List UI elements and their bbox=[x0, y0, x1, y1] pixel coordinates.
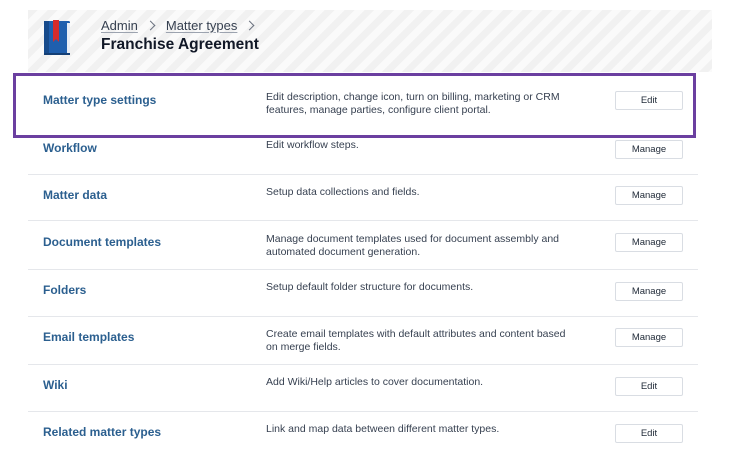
list-item bbox=[28, 270, 698, 317]
list-item bbox=[28, 74, 698, 134]
edit-button[interactable]: Edit bbox=[615, 377, 683, 396]
list-item bbox=[28, 412, 698, 458]
manage-button[interactable]: Manage bbox=[615, 140, 683, 159]
list-item bbox=[28, 317, 698, 365]
row-description: Edit workflow steps. bbox=[266, 139, 359, 151]
book-icon bbox=[42, 19, 74, 57]
row-title-link[interactable]: Email templates bbox=[43, 330, 135, 344]
breadcrumb-link-admin[interactable]: Admin bbox=[101, 18, 138, 33]
row-title-link[interactable]: Folders bbox=[43, 283, 87, 297]
edit-button[interactable]: Edit bbox=[615, 424, 683, 443]
manage-button[interactable]: Manage bbox=[615, 233, 683, 252]
row-description: Setup default folder structure for documents. bbox=[266, 281, 474, 293]
manage-button[interactable]: Manage bbox=[615, 328, 683, 347]
row-title-link[interactable]: Related matter types bbox=[43, 425, 162, 439]
breadcrumb-link-matter-types[interactable]: Matter types bbox=[165, 18, 238, 33]
row-description: Add Wiki/Help articles to cover documentation. bbox=[266, 376, 484, 388]
row-title-link[interactable]: Matter type settings bbox=[43, 93, 157, 107]
chevron-right-icon bbox=[245, 21, 255, 31]
chevron-right-icon bbox=[145, 21, 155, 31]
list-item bbox=[28, 365, 698, 412]
edit-button[interactable]: Edit bbox=[615, 91, 683, 110]
row-title-link[interactable]: Matter data bbox=[43, 188, 108, 202]
page-title: Franchise Agreement bbox=[101, 36, 259, 53]
row-description: Edit description, change icon, turn on billing, marketing or CRM features, manage parties, configure client portal. bbox=[266, 91, 560, 116]
row-description: Setup data collections and fields. bbox=[266, 186, 420, 198]
manage-button[interactable]: Manage bbox=[615, 186, 683, 205]
row-title-link[interactable]: Wiki bbox=[43, 378, 68, 392]
manage-button[interactable]: Manage bbox=[615, 282, 683, 301]
row-title-link[interactable]: Workflow bbox=[43, 141, 97, 155]
row-description: Manage document templates used for document assembly and automated document generation. bbox=[266, 233, 560, 258]
list-item bbox=[28, 175, 698, 221]
list-item bbox=[28, 221, 698, 270]
row-description: Link and map data between different matter types. bbox=[266, 423, 500, 435]
row-description: Create email templates with default attributes and content based on merge fields. bbox=[266, 328, 566, 353]
list-item bbox=[28, 134, 698, 175]
row-title-link[interactable]: Document templates bbox=[43, 235, 162, 249]
breadcrumb bbox=[101, 18, 265, 33]
